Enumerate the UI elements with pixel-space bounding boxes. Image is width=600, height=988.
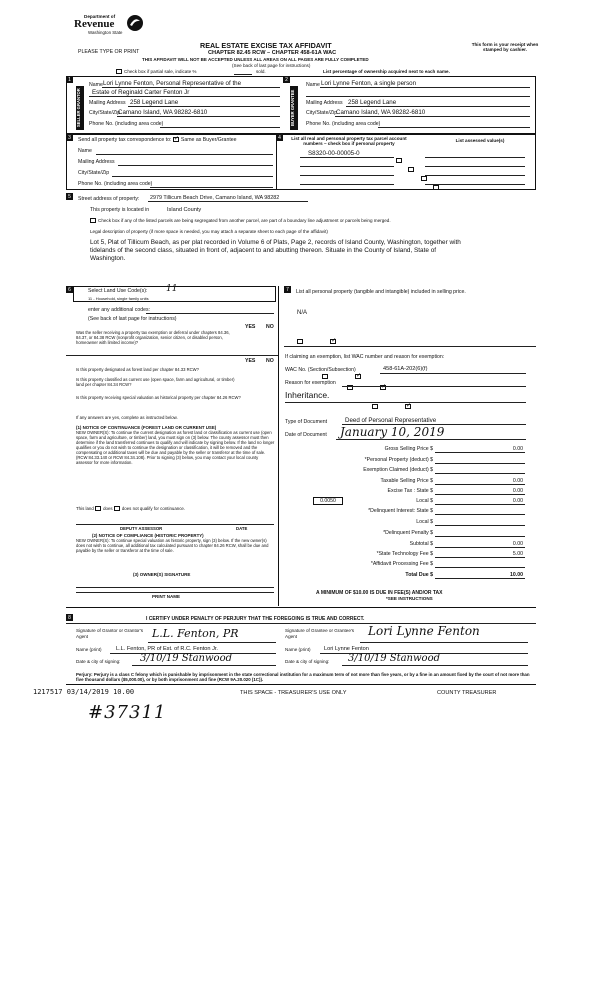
- tax-label-4: Excise Tax : State $: [387, 488, 433, 494]
- notice2-title: (2) NOTICE OF COMPLIANCE (HISTORIC PROPERTY): [92, 533, 204, 538]
- certify-text: I CERTIFY UNDER PENALTY OF PERJURY THAT THE FOREGOING IS TRUE AND CORRECT.: [146, 616, 365, 622]
- grantor-name: L.L. Fenton, PR of Est. of R.C. Fenton Jr.: [116, 646, 218, 652]
- tax-label-2: Exemption Claimed (deduct) $: [363, 467, 433, 473]
- q1-no[interactable]: [330, 339, 336, 344]
- q1-yes[interactable]: [297, 339, 303, 344]
- tax-label-8: *Delinquent Penalty $: [383, 530, 433, 536]
- seller-phone-label: Phone No. (including area code): [89, 121, 164, 127]
- q2: Is this property designated as forest land per chapter 84.33 RCW?: [76, 367, 199, 372]
- grantee-sig-label: Signature of Grantee or Grantee's Agent: [285, 628, 355, 639]
- parcel-personal-checkbox-1[interactable]: [396, 158, 402, 163]
- if-yes-note: If any answers are yes, complete as instructed below.: [76, 415, 178, 420]
- wac-value: 458-61A-202(6)(f): [383, 366, 428, 372]
- perjury-note: Perjury: Perjury is a class C felony which is punishable by imprisonment in the state correctional institution for a maximum term of not more than five years, or by a fine in an amount fixed by the court of not more than five thousand dollars ($5,000.00), or by both imprisonment and fine (RCW 9A.20.020 (1C)).: [76, 672, 530, 683]
- this-land-label: This land: [76, 506, 94, 511]
- minimum-note: A MINIMUM OF $10.00 IS DUE IN FEE(S) AND/OR TAX: [316, 590, 443, 596]
- seller-city-label: City/State/Zip: [89, 110, 121, 116]
- please-type: PLEASE TYPE OR PRINT: [78, 49, 140, 55]
- form-see-back: (See back of last page for instructions): [232, 63, 311, 68]
- handwritten-number: #37311: [88, 702, 167, 723]
- parcel-personal-checkbox-2[interactable]: [408, 167, 414, 172]
- section-num-2: 2: [285, 77, 288, 83]
- additional-codes: enter any additional codes:: [88, 307, 151, 313]
- notice1-title: (1) NOTICE OF CONTINUANCE (FOREST LAND OR CURRENT USE): [76, 425, 217, 430]
- tax-value-5: 0.00: [512, 498, 523, 504]
- q1: Was the seller receiving a property tax exemption or deferral under chapters 84.36, 84.37, or 84.38 RCW (nonprofit organization, senior citizen, or disabled person, homeowner with limited income)?: [76, 330, 230, 345]
- parcel-personal-checkbox-4[interactable]: [433, 185, 439, 190]
- qualify-label: qualify for continuance.: [139, 506, 186, 511]
- seller-name-1: Lori Lynne Fenton, Personal Representative of the: [103, 80, 242, 87]
- form-title: REAL ESTATE EXCISE TAX AFFIDAVIT: [200, 41, 332, 50]
- tax-label-11: *Affidavit Processing Fee $: [370, 561, 433, 567]
- personal-prop-label: List all personal property (tangible and intangible) included in selling price.: [296, 289, 466, 295]
- located-county: Island County: [167, 207, 202, 213]
- grantee-signature: Lori Lynne Fenton: [368, 624, 480, 638]
- does-label: does: [103, 506, 113, 511]
- buyer-city-label: City/State/Zip: [306, 110, 338, 116]
- send-corr: [78, 137, 237, 143]
- logo-swoosh-icon: [126, 14, 144, 32]
- yes-header-2: YES: [245, 358, 256, 364]
- no-header-2: NO: [266, 358, 274, 364]
- logo-revenue: Revenue: [74, 18, 115, 30]
- tax-value-12: 10.00: [510, 572, 523, 578]
- buyer-name: Lori Lynne Fenton, a single person: [321, 80, 417, 87]
- tax-value-10: 5.00: [512, 551, 523, 557]
- grantor-signature: L.L. Fenton, PR: [152, 627, 239, 640]
- section-num-7: 7: [286, 287, 289, 293]
- q4: Is this property receiving special valuation as historical property per chapter 84.26 RCW?: [76, 395, 241, 400]
- ownership-note: List percentage of ownership acquired next to each name.: [323, 69, 450, 74]
- corr-city-label: City/State/Zip: [78, 170, 110, 176]
- land-use-see-back: (See back of last page for instructions): [88, 316, 177, 322]
- corr-name-label: Name: [78, 148, 92, 154]
- county-treasurer: COUNTY TREASURER: [437, 690, 497, 696]
- tax-label-1: *Personal Property (deduct) $: [364, 457, 433, 463]
- sold-label: sold.: [256, 69, 266, 74]
- land-use-code: 11: [166, 284, 178, 294]
- section-num-8: 8: [68, 615, 71, 621]
- see-instr: *SEE INSTRUCTIONS: [386, 596, 433, 601]
- grantor-sig-label: Signature of Grantor or Grantor's Agent: [76, 628, 144, 639]
- logo-dept: Department of: [84, 14, 116, 19]
- doc-date-label: Date of Document: [285, 432, 327, 438]
- doc-type-value: Deed of Personal Representative: [345, 417, 437, 424]
- reason-label: Reason for exemption: [285, 380, 336, 386]
- no-header-1: NO: [266, 324, 274, 330]
- land-use-label: Select Land Use Code(s):: [88, 288, 148, 294]
- send-corr-label: Send all property tax correspondence to:: [78, 137, 172, 143]
- owner-sig-label: (3) OWNER(S) SIGNATURE: [133, 572, 191, 577]
- seller-label: SELLER GRANTOR: [76, 86, 84, 130]
- tax-value-0: 0.00: [512, 446, 523, 452]
- does-not-checkbox[interactable]: [114, 506, 120, 511]
- grantee-date: 3/10/19 Stanwood: [348, 653, 441, 664]
- q2-yes[interactable]: [322, 374, 328, 379]
- grantor-date-label: Date & city of signing:: [76, 659, 121, 664]
- yes-header-1: YES: [245, 324, 256, 330]
- tax-label-12: Total Due $: [405, 572, 433, 578]
- buyer-city: Camano Island, WA 98282-6810: [336, 109, 426, 116]
- seller-mailing-label: Mailing Address: [89, 100, 126, 106]
- personal-prop-value: N/A: [297, 310, 308, 316]
- same-as-buyer-label: Same as Buyer/Grantee: [180, 137, 237, 143]
- seller-name-2: Estate of Reginald Carter Fenton Jr: [92, 89, 190, 96]
- treasurer-space: THIS SPACE - TREASURER'S USE ONLY: [240, 690, 347, 696]
- tax-label-3: Taxable Selling Price $: [380, 478, 433, 484]
- parcel-personal-checkbox-3[interactable]: [421, 176, 427, 181]
- buyer-phone-label: Phone No. (including area code): [306, 121, 381, 127]
- corr-phone-label: Phone No. (including area code): [78, 181, 153, 187]
- print-name-label: PRINT NAME: [152, 594, 180, 599]
- tax-value-3: 0.00: [512, 478, 523, 484]
- doc-type-label: Type of Document: [285, 419, 328, 425]
- buyer-mailing-label: Mailing Address: [306, 100, 343, 106]
- deputy-label: DEPUTY ASSESSOR: [120, 526, 163, 531]
- buyer-label: BUYER GRANTEE: [290, 86, 298, 130]
- legal-description: Lot 5, Plat of Tillicum Beach, as per plat recorded in Volume 6 of Plats, Page 2, records of Island County, Washington, together with tidelands of the second class, situated in front of, adjacent to and abutting thereon. Situate in the County of Island, State of Washington.: [90, 239, 461, 262]
- does-checkbox[interactable]: [95, 506, 101, 511]
- partial-sale-label: Check box if partial sale, indicate %: [124, 69, 197, 74]
- local-rate: 0.0050: [313, 497, 343, 505]
- parcel-number: S8320-00-00005-0: [308, 150, 360, 157]
- same-as-buyer-checkbox[interactable]: [173, 137, 179, 142]
- q4-no[interactable]: [405, 404, 411, 409]
- tax-value-4: 0.00: [512, 488, 523, 494]
- does-not-label: does not: [121, 506, 139, 511]
- grantee-name: Lori Lynne Fenton: [324, 646, 369, 652]
- tax-label-9: Subtotal $: [409, 541, 433, 547]
- section-num-4: 4: [278, 135, 281, 141]
- seller-city: Camano Island, WA 98282-6810: [118, 109, 208, 116]
- buyer-mailing: 258 Legend Lane: [348, 99, 397, 106]
- notice2-body: NEW OWNER(S): To continue special valuation as historic property, sign (3) below. If the new owner(s) does not wish to continue, all additional tax calculated pursuant to chapter 84.26 RCW, shall be due and payable by the seller or transferor at the time of sale.: [76, 538, 269, 553]
- stamp-line: 1217517 03/14/2019 10.00: [33, 688, 135, 696]
- tax-label-0: Gross Selling Price $: [384, 446, 433, 452]
- form-chapter: CHAPTER 82.45 RCW – CHAPTER 458-61A WAC: [208, 50, 337, 56]
- legal-label: Legal description of property (if more space is needed, you may attach a separate sheet to each page of the affidavit): [90, 229, 328, 234]
- boundary-row: [90, 218, 391, 223]
- grantee-date-label: Date & city of signing:: [285, 659, 330, 664]
- partial-sale: [116, 69, 197, 74]
- dor-logo: [74, 14, 154, 44]
- grantor-name-label: Name (print): [76, 647, 102, 652]
- assessed-header: List assessed value(s): [455, 138, 505, 143]
- tax-table: [285, 446, 525, 581]
- q4-yes[interactable]: [372, 404, 378, 409]
- grantee-name-label: Name (print): [285, 647, 311, 652]
- boundary-checkbox[interactable]: [90, 218, 96, 223]
- buyer-name-label: Name: [306, 82, 320, 88]
- partial-sale-checkbox[interactable]: [116, 69, 122, 74]
- form-warning: THIS AFFIDAVIT WILL NOT BE ACCEPTED UNLESS ALL AREAS ON ALL PAGES ARE FULLY COMPLETED: [142, 57, 369, 62]
- street-label: Street address of property:: [78, 196, 140, 202]
- logo-state: Washington State: [88, 30, 123, 35]
- located-label: This property is located in: [90, 207, 150, 213]
- section-num-3: 3: [68, 135, 71, 141]
- notice1-body: NEW OWNER(S): To continue the current designation as forest land or classification as current use (open space, farm and agriculture, or timber) land, you must sign on (3) below. The county assessor must then determine if the land transferred continues to qualify and will indicate by signing below. If the land no longer qualifies or you do not wish to continue the designation or classification, it will be removed and the compensating or additional taxes will be due and payable by the seller or transferor at the time of sale. (RCW 84.33.140 or RCW 84.34.108). Prior to signing (3) below, you may contact your local county assessor for more information.: [76, 430, 275, 465]
- continuance-row: [76, 506, 185, 511]
- tax-label-10: *State Technology Fee $: [376, 551, 433, 557]
- tax-value-9: 0.00: [512, 541, 523, 547]
- seller-name-label: Name: [89, 82, 103, 88]
- grantor-date: 3/10/19 Stanwood: [140, 653, 233, 664]
- tax-label-5: Local $: [416, 498, 433, 504]
- receipt-note: This form is your receipt when stamped by cashier.: [471, 42, 539, 53]
- land-use-desc: 11 - Household, single family units: [88, 296, 149, 301]
- tax-label-7: Local $: [416, 519, 433, 525]
- wac-label: WAC No. (Section/Subsection): [285, 367, 356, 373]
- section-num-1: 1: [68, 77, 71, 83]
- tax-label-6: *Delinquent Interest: State $: [368, 508, 433, 514]
- seller-mailing: 258 Legend Lane: [130, 99, 179, 106]
- q2-no[interactable]: [355, 374, 361, 379]
- q3: Is this property classified as current use (open space, farm and agricultural, or timber) land per chapter 84.34 RCW?: [76, 377, 235, 387]
- doc-date-value: January 10, 2019: [340, 425, 445, 439]
- corr-mailing-label: Mailing Address: [78, 159, 115, 165]
- parcel-header: List all real and personal property tax parcel account numbers – check box if personal property: [291, 136, 407, 147]
- reason-value: Inheritance.: [285, 390, 330, 400]
- date-label: DATE: [236, 526, 248, 531]
- exemption-label: If claiming an exemption, list WAC number and reason for exemption:: [285, 354, 445, 360]
- section-num-6: 6: [68, 287, 71, 293]
- boundary-note: Check box if any of the listed parcels are being segregated from another parcel, are part of a boundary line adjustment or parcels being merged.: [98, 218, 391, 223]
- section-num-5: 5: [68, 194, 71, 200]
- street-address: 2979 Tillicum Beach Drive, Camano Island, WA 98282: [150, 195, 280, 201]
